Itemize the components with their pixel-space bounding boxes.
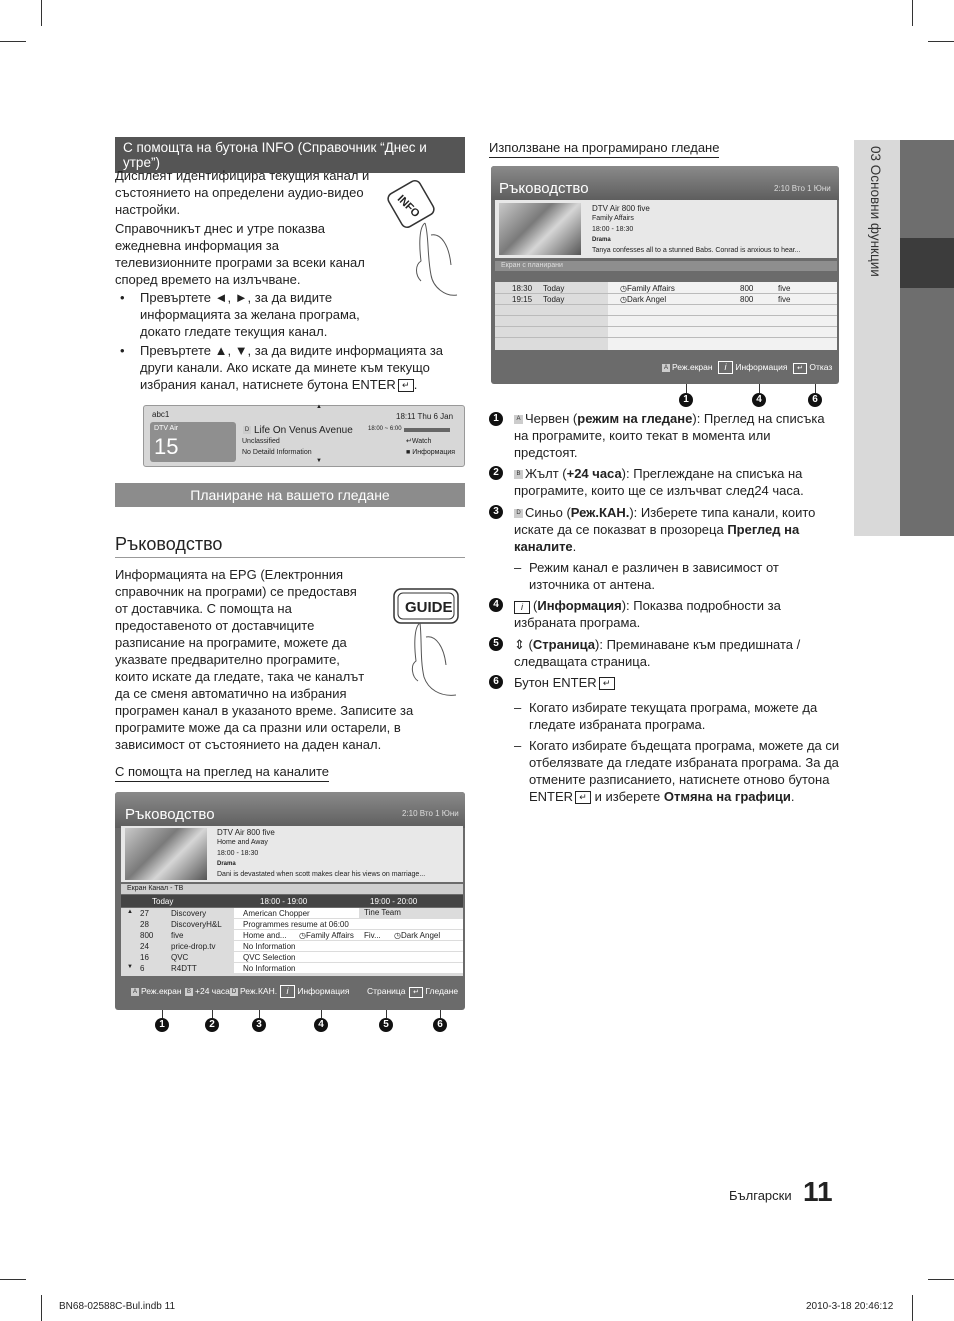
callout-2: 2	[205, 1018, 219, 1032]
row-num: 16	[140, 953, 149, 962]
legend-item-2: B Жълт (+24 часа): Преглеждане на списъка на програмите, които ще се излъчват след24 часа.	[514, 466, 804, 498]
banner-info[interactable]: ■ Информация	[406, 449, 456, 456]
program-thumbnail	[125, 828, 207, 880]
row-num: 6	[140, 964, 145, 973]
sched-callout-6: 6	[808, 393, 822, 407]
sched-callout-1: 1	[679, 393, 693, 407]
sched-screen-title: Ръководство	[499, 180, 589, 197]
scroll-down-icon[interactable]: ▼	[127, 964, 133, 970]
enter-icon: ↵	[409, 987, 423, 998]
table-row[interactable]	[121, 908, 463, 919]
crop-mark	[41, 1295, 42, 1321]
clock-icon: ◷	[620, 295, 627, 304]
table-row[interactable]	[121, 941, 463, 952]
row-channel: five	[171, 931, 184, 940]
info-icon: i	[514, 601, 530, 614]
table-row[interactable]	[121, 930, 463, 941]
crop-mark	[41, 0, 42, 26]
legend-item-5: ⇕ (Страница): Преминаване към предишната / следващата страница.	[514, 637, 801, 669]
enter-icon: ↵	[398, 379, 414, 392]
legend-item-6: Бутон ENTER ↵	[514, 674, 834, 691]
dash: –	[514, 560, 522, 575]
row-program-1: No Information	[243, 964, 296, 973]
callout-line	[321, 1010, 322, 1018]
up-arrow-icon: ▲	[316, 404, 322, 410]
callout-line	[162, 1010, 163, 1018]
guide-paragraph: Информацията на EPG (Електронния справочник на програми) се предоставя от доставчика. С помощта на предоставеното от доставчиците разписание на програмите, можете да указвате предварително програмите, които искате да гледате, така че каналът да се сменя автоматично на избрания програмен канал в указаното време. Записите за програмите може да са празни или остарели, в зависимост от състоянието на даден канал.	[115, 566, 460, 753]
sched-btn-view-mode[interactable]: A Реж.екран	[663, 362, 713, 372]
row-program-1: QVC Selection	[243, 953, 296, 962]
page-updown-icon: ⇕	[514, 637, 525, 652]
legend-num-2: 2	[489, 466, 503, 480]
enter-icon: ↵	[793, 363, 807, 374]
row-divider	[495, 315, 837, 316]
guide-title: Ръководство	[115, 534, 223, 554]
banner-detail: No Detaild Information	[242, 449, 312, 456]
row-program-3: Fiv...	[364, 931, 381, 940]
dtv-icon: D	[244, 427, 250, 433]
btn-page[interactable]: Страница	[367, 986, 406, 996]
row-num: 24	[140, 942, 149, 951]
info-section-header: С помощта на бутона INFO (Справочник “Днес и утре”)	[115, 137, 465, 173]
yellow-key-icon: B	[514, 470, 523, 479]
row-channel: Discovery	[171, 909, 207, 918]
row-time: 19:15	[512, 295, 533, 304]
table-row[interactable]	[121, 952, 463, 963]
info-banner	[143, 405, 465, 467]
legend-note-6a: Когато избирате текущата програма, можете да гледате избраната програма.	[529, 700, 818, 732]
btn-plus-24h[interactable]: B +24 часа	[186, 986, 230, 996]
banner-channel-number: 15	[154, 434, 179, 459]
scheduled-viewing-header: Използване на програмирано гледане	[489, 140, 719, 158]
col-today: Today	[152, 897, 174, 906]
legend-note-6b: Когато избирате бъдещата програма, можете да си отбелязвате да гледате избраната програма. За да отмените разписанието, натиснете отново бутона ENTER ↵ и изберете Отмяна на графици.	[529, 738, 840, 804]
callout-line	[815, 384, 816, 393]
red-key-icon: A	[514, 415, 523, 424]
sched-prog-desc: Tanya confesses all to a stunned Babs. Conrad is anxious to hear...	[592, 247, 801, 254]
callout-line	[259, 1010, 260, 1018]
table-row[interactable]	[121, 963, 463, 974]
row-day: Today	[543, 284, 565, 293]
side-tab-marker	[900, 238, 954, 288]
guide-screen-title: Ръководство	[125, 806, 215, 823]
callout-line	[386, 1010, 387, 1018]
enter-icon: ↵	[575, 791, 591, 804]
banner-source: DTV Air	[154, 425, 179, 432]
legend-num-6: 6	[489, 675, 503, 689]
footer-language: Български	[729, 1188, 792, 1203]
row-channel-name: five	[778, 284, 791, 293]
sched-prog-name: Family Affairs	[592, 215, 634, 222]
red-key-icon: A	[663, 364, 668, 371]
guide-screen-date: 2:10 Вто 1 Юни	[402, 809, 459, 818]
callout-6: 6	[433, 1018, 447, 1032]
banner-classification: Unclassified	[242, 438, 280, 445]
scroll-up-icon[interactable]: ▲	[127, 909, 133, 915]
col-time-1: 18:00 - 19:00	[260, 897, 308, 906]
sched-screen-label: Екран с планирани	[501, 262, 563, 269]
dash: –	[514, 738, 522, 753]
down-arrow-icon: ▼	[316, 458, 322, 464]
info-bullet-2: Превъртете ▲, ▼, за да видите информацията за други канали. Ако искате да минете към текущо избрания канал, натиснете бутона ENTER ↵ .	[140, 343, 444, 392]
yellow-key-icon: B	[186, 988, 191, 995]
banner-channel-box	[150, 422, 236, 462]
guide-prog-time: 18:00 - 18:30	[217, 850, 259, 857]
planning-header: Планиране на вашето гледане	[115, 483, 465, 507]
legend-num-1: 1	[489, 412, 503, 426]
callout-4: 4	[314, 1018, 328, 1032]
row-channel-num: 800	[740, 295, 754, 304]
table-row[interactable]	[495, 283, 837, 293]
guide-prog-genre: Drama	[217, 861, 236, 867]
banner-progress-bar	[404, 428, 450, 432]
legend-item-4: i (Информация): Показва подробности за избраната програма.	[514, 598, 781, 630]
callout-1: 1	[155, 1018, 169, 1032]
footer-timestamp: 2010-3-18 20:46:12	[806, 1301, 894, 1312]
red-key-icon: A	[132, 988, 137, 995]
row-program-4: ◷Dark Angel	[394, 931, 441, 940]
btn-channel-mode[interactable]: D Реж.КАН.	[231, 986, 278, 996]
crop-mark	[912, 1295, 913, 1321]
row-num: 28	[140, 920, 149, 929]
scheduled-screen	[491, 166, 839, 384]
sched-screen-date: 2:10 Вто 1 Юни	[774, 184, 831, 193]
row-program-1: No Information	[243, 942, 296, 951]
blue-key-icon: D	[514, 509, 523, 518]
btn-information[interactable]: i Информация	[280, 985, 349, 998]
info-paragraph-1: Дисплеят идентифицира текущия канал и състоянието на определени аудио-видео настройки.	[115, 168, 370, 217]
row-channel-name: five	[778, 295, 791, 304]
legend-num-4: 4	[489, 598, 503, 612]
row-divider	[495, 304, 837, 305]
row-divider	[495, 337, 837, 338]
banner-time-range: 18:00 ~ 6:00	[368, 426, 402, 432]
crop-mark	[928, 1279, 954, 1280]
clock-icon: ◷	[394, 931, 401, 940]
sched-callout-4: 4	[752, 393, 766, 407]
row-program: ◷Dark Angel	[620, 295, 667, 304]
sched-prog-genre: Drama	[592, 237, 611, 243]
clock-icon: ◷	[620, 284, 627, 293]
info-bullet-1: Превъртете ◄, ►, за да видите информацията за желана програма, докато гледате текущия канал.	[140, 290, 360, 339]
banner-watch[interactable]: ↵Watch	[406, 438, 432, 445]
legend-item-3: D Синьо (Реж.КАН.): Изберете типа канали, които искате да се показват в прозореца Преглед на каналите.	[514, 505, 816, 554]
side-tab-label: 03 Основни функции	[868, 146, 883, 277]
bullet-dot: •	[120, 290, 125, 305]
row-divider	[495, 326, 837, 327]
footer-filename: BN68-02588C-Bul.indb 11	[59, 1301, 176, 1312]
guide-prog-title: DTV Air 800 five	[217, 828, 275, 837]
row-program-2: Tine Team	[364, 908, 401, 917]
row-channel-num: 800	[740, 284, 754, 293]
row-channel: R4DTT	[171, 964, 197, 973]
legend-num-3: 3	[489, 505, 503, 519]
enter-icon: ↵	[599, 677, 615, 690]
channel-view-subheader: С помощта на преглед на каналите	[115, 764, 329, 782]
sched-prog-time: 18:00 - 18:30	[592, 226, 634, 233]
info-icon: i	[718, 361, 733, 374]
callout-line	[686, 384, 687, 393]
info-icon: i	[280, 985, 295, 998]
callout-line	[759, 384, 760, 393]
callout-5: 5	[379, 1018, 393, 1032]
sched-btn-cancel[interactable]: ↵ Отказ	[793, 362, 832, 374]
row-channel: QVC	[171, 953, 189, 962]
guide-hand-illustration	[390, 585, 465, 700]
callout-line	[440, 1010, 441, 1018]
info-paragraph-2: Справочникът днес и утре показва ежедневна информация за телевизионните програми за всеки канал според времето на излъчване.	[115, 221, 365, 287]
clock-icon: ◷	[299, 931, 306, 940]
dash: –	[514, 700, 522, 715]
guide-screen-label: Екран Канал - ТВ	[127, 885, 184, 892]
crop-mark	[0, 1279, 26, 1280]
program-thumbnail	[499, 203, 581, 255]
banner-program: Life On Venus Avenue	[254, 425, 353, 436]
btn-watch[interactable]: ↵ Гледане	[409, 986, 458, 998]
row-time: 18:30	[512, 284, 533, 293]
row-program-1: Home and...	[243, 931, 287, 940]
divider	[115, 557, 465, 558]
callout-line	[212, 1010, 213, 1018]
side-tab-band	[900, 140, 954, 536]
blue-key-icon: D	[231, 988, 237, 995]
info-hand-illustration	[385, 175, 465, 300]
row-program-1: Programmes resume at 06:00	[243, 920, 349, 929]
row-day: Today	[543, 295, 565, 304]
callout-3: 3	[252, 1018, 266, 1032]
guide-screen	[115, 792, 465, 1010]
crop-mark	[0, 41, 26, 42]
sched-btn-information[interactable]: i Информация	[718, 361, 787, 374]
row-channel: price-drop.tv	[171, 942, 216, 951]
col-time-2: 19:00 - 20:00	[370, 897, 418, 906]
crop-mark	[912, 0, 913, 26]
btn-view-mode[interactable]: A Реж.екран	[132, 986, 182, 996]
row-program-1: American Chopper	[243, 909, 310, 918]
row-channel: DiscoveryH&L	[171, 920, 222, 929]
row-program-2: ◷Family Affairs	[299, 931, 354, 940]
legend-note-3: Режим канал е различен в зависимост от източника от антена.	[529, 560, 779, 592]
guide-prog-name: Home and Away	[217, 839, 268, 846]
row-num: 800	[140, 931, 154, 940]
banner-channel-name: abc1	[152, 410, 170, 419]
page-number: 11	[803, 1176, 833, 1207]
table-row[interactable]	[121, 919, 463, 930]
svg-text:INFO: INFO	[394, 192, 422, 221]
bullet-dot: •	[120, 343, 125, 358]
row-program: ◷Family Affairs	[620, 284, 675, 293]
table-row[interactable]	[495, 294, 837, 304]
svg-text:GUIDE: GUIDE	[405, 599, 453, 616]
row-num: 27	[140, 909, 149, 918]
crop-mark	[928, 41, 954, 42]
legend-num-5: 5	[489, 637, 503, 651]
guide-prog-desc: Dani is devastated when scott makes clear his views on marriage...	[217, 871, 426, 878]
banner-datetime: 18:11 Thu 6 Jan	[396, 412, 454, 421]
legend-item-1: A Червен (режим на гледане): Преглед на списъка на програмите, които текат в момента или предстоят.	[514, 411, 825, 460]
sched-prog-title: DTV Air 800 five	[592, 204, 650, 213]
